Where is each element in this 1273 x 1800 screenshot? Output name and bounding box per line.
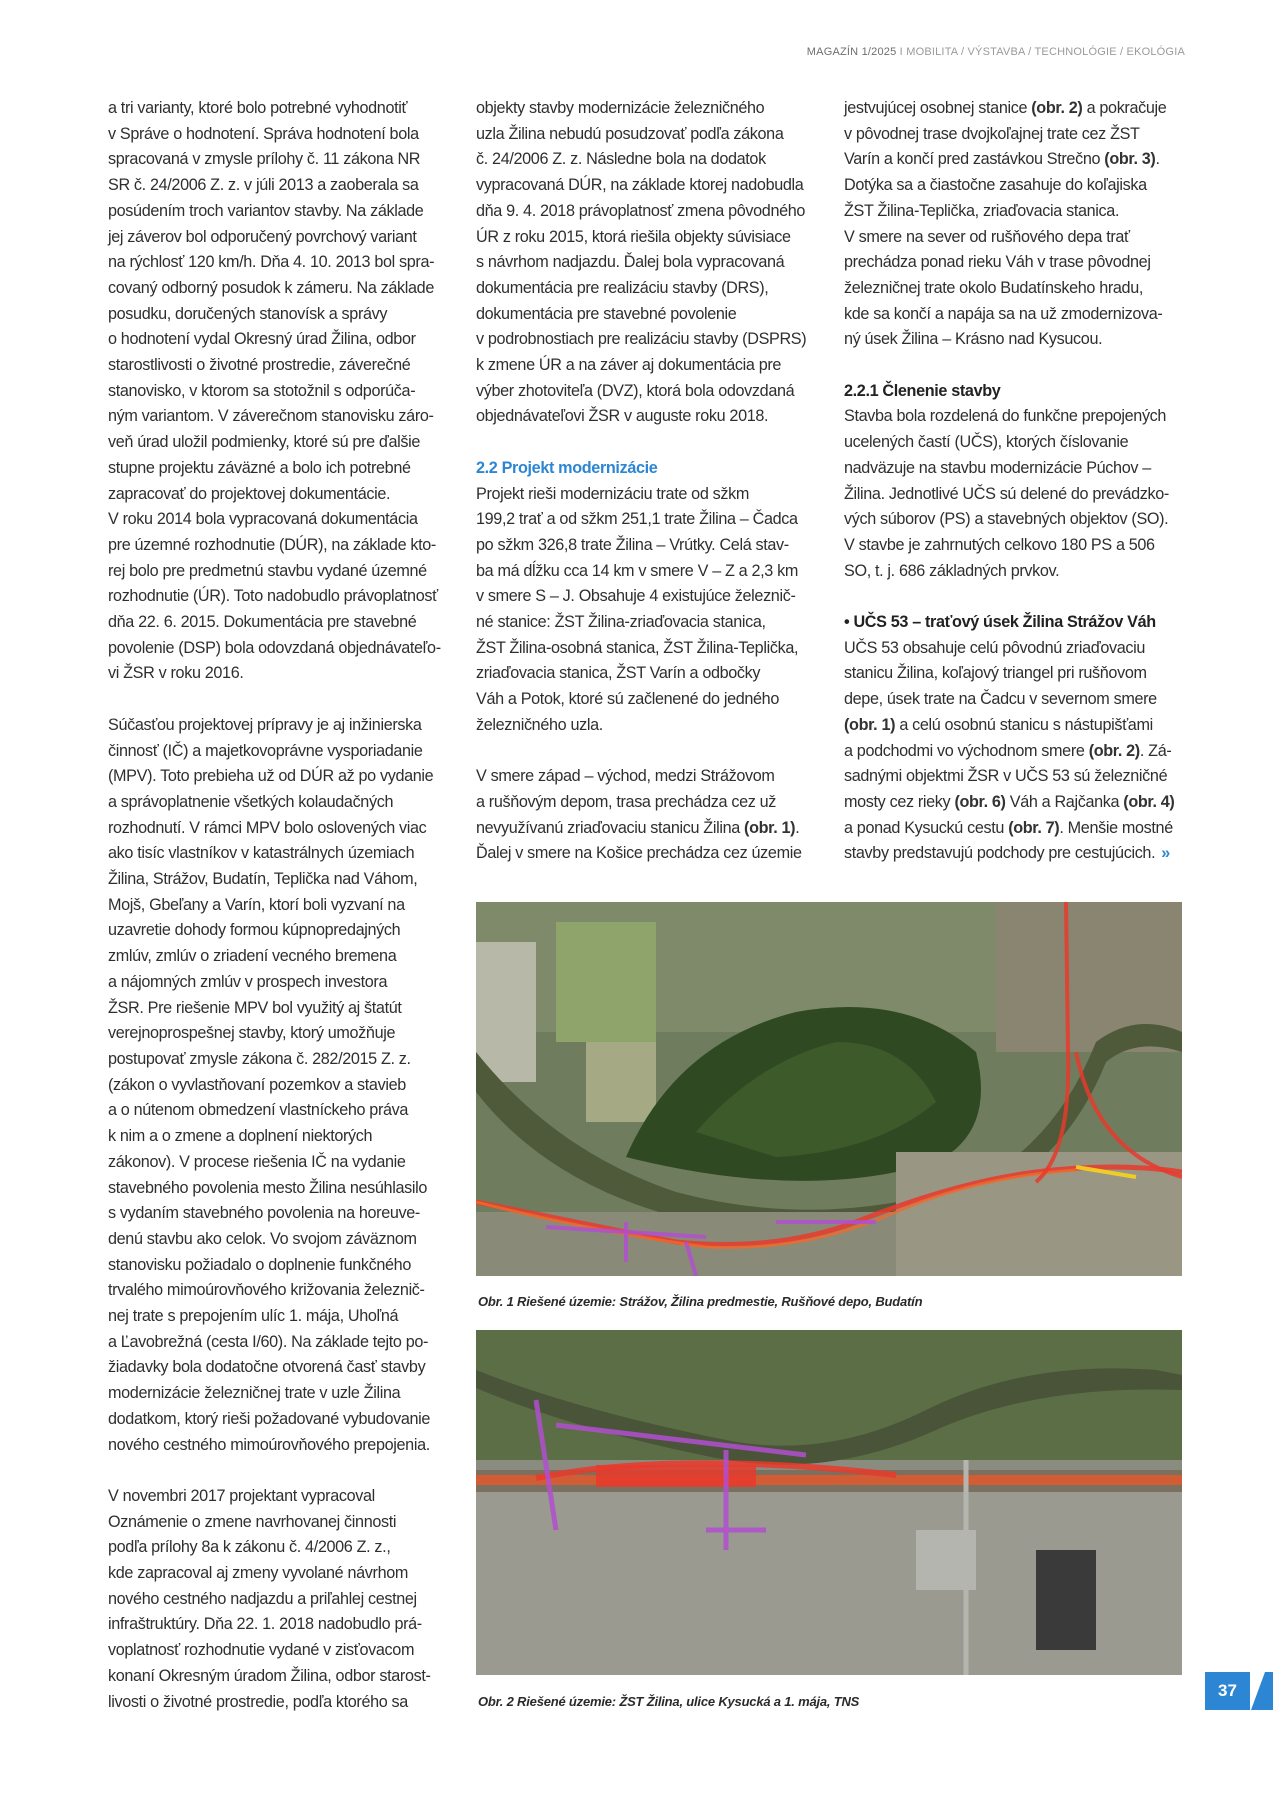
- text-line: železničnej trate okolo Budatínskeho hradu,: [844, 278, 1144, 297]
- text-span: mosty cez rieky: [844, 792, 955, 811]
- text-line: posúdením troch variantov stavby. Na základe: [108, 201, 424, 220]
- text-line: SO, t. j. 686 základných prvkov.: [844, 561, 1060, 580]
- text-line: ŽST Žilina-osobná stanica, ŽST Žilina-Teplička,: [476, 638, 799, 657]
- text-line: na rýchlosť 120 km/h. Dňa 4. 10. 2013 bol spra-: [108, 253, 435, 272]
- text-line: objekty stavby modernizácie železničného: [476, 99, 765, 117]
- text-line: dňa 9. 4. 2018 právoplatnosť zmena pôvodného: [476, 201, 806, 220]
- text-line: V novembri 2017 projektant vypracoval: [108, 1486, 375, 1505]
- paragraph: [844, 404, 1189, 584]
- subsection-heading: 2.2.1 Členenie stavby: [844, 381, 1001, 400]
- text-line: a Ľavobrežná (cesta I/60). Na základe tejto po-: [108, 1332, 429, 1351]
- text-line: Oznámenie o zmene navrhovanej činnosti: [108, 1512, 397, 1531]
- text-line: dňa 22. 6. 2015. Dokumentácia pre stavebné: [108, 613, 417, 632]
- text-line: podľa prílohy 8a k zákonu č. 4/2006 Z. z.,: [108, 1538, 391, 1557]
- text-line: 199,2 trať a od sžkm 251,1 trate Žilina – Čadca: [476, 510, 798, 529]
- paragraph: [476, 482, 821, 739]
- text-line: dodatkom, ktorý rieši požadované vybudovanie: [108, 1409, 431, 1428]
- text-line: a rušňovým depom, trasa prechádza cez už: [476, 792, 777, 811]
- figure-2-aerial-map: [476, 1330, 1182, 1675]
- text-line: modernizácie železničnej trate v uzle Žilina: [108, 1384, 401, 1403]
- text-line: rozhodnutí. V rámci MPV bolo oslovených viac: [108, 818, 427, 837]
- text-line: V stavbe je zahrnutých celkovo 180 PS a 506: [844, 535, 1155, 554]
- text-line: žiadavky bola dodatočne otvorená časť stavby: [108, 1358, 426, 1377]
- figure-reference: (obr. 1): [844, 715, 896, 734]
- text-span: .: [795, 818, 800, 837]
- magazine-issue: MAGAZÍN 1/2025: [806, 46, 897, 58]
- text-line: V roku 2014 bola vypracovaná dokumentácia: [108, 510, 418, 529]
- text-line: č. 24/2006 Z. z. Následne bola na dodatok: [476, 150, 766, 169]
- text-span: a pokračuje: [1082, 99, 1167, 117]
- text-line: V smere západ – východ, medzi Strážovom: [476, 767, 775, 786]
- text-line: stupne projektu záväzné a bolo ich potrebné: [108, 458, 411, 477]
- text-line: [844, 147, 1189, 173]
- text-span: stavby predstavujú podchody pre cestujúcich.: [844, 844, 1156, 863]
- text-line: V smere na sever od rušňového depa trať: [844, 227, 1130, 246]
- text-line: nadväzuje na stavbu modernizácie Púchov –: [844, 458, 1151, 477]
- text-line: ba má dĺžku cca 14 km v smere V – Z a 2,3 km: [476, 561, 798, 580]
- text-line: [844, 713, 1189, 739]
- text-line: spracovaná v zmysle prílohy č. 11 zákona NR: [108, 150, 421, 169]
- text-line: Ďalej v smere na Košice prechádza cez územie: [476, 844, 802, 863]
- text-line: Dotýka sa a čiastočne zasahuje do koľajiska: [844, 176, 1147, 195]
- running-header: [807, 46, 1185, 58]
- text-line: voplatnosť rozhodnutie vydané v zisťovacom: [108, 1641, 415, 1660]
- figure-reference: (obr. 7): [1008, 818, 1060, 837]
- text-line: zriaďovacia stanica, ŽST Varín a odbočky: [476, 664, 761, 683]
- text-line: SR č. 24/2006 Z. z. v júli 2013 a zaoberala sa: [108, 176, 419, 195]
- text-span: Váh a Rajčanka: [1005, 792, 1124, 811]
- text-column-2: [476, 96, 821, 867]
- text-line: zmlúv, zmlúv o zriadení vecného bremena: [108, 947, 397, 966]
- text-line: (MPV). Toto prebieha už od DÚR až po vydanie: [108, 767, 434, 786]
- text-column-1: [108, 96, 453, 1715]
- text-line: (zákon o vyvlastňovaní pozemkov a stavieb: [108, 1075, 406, 1094]
- text-line: o hodnotení vydal Okresný úrad Žilina, odbor: [108, 330, 416, 349]
- text-line: ucelených častí (UČS), ktorých číslovanie: [844, 433, 1129, 452]
- text-line: denú stavbu ako celok. Vo svojom záväznom: [108, 1229, 417, 1248]
- decorative-slash-icon: [1265, 1672, 1273, 1710]
- paragraph: [108, 713, 453, 1458]
- text-line: ný úsek Žilina – Krásno nad Kysucou.: [844, 330, 1103, 349]
- text-line: zapracovať do projektovej dokumentácie.: [108, 484, 391, 503]
- text-span: a ponad Kysuckú cestu: [844, 818, 1009, 837]
- text-line: k nim a o zmene a doplnení niektorých: [108, 1127, 373, 1146]
- text-line: pre územné rozhodnutie (DÚR), na základe kto-: [108, 535, 436, 554]
- continue-arrow-icon: »: [1161, 844, 1170, 863]
- text-line: nového cestného nadjazdu a priľahlej cestnej: [108, 1589, 417, 1608]
- text-line: objednávateľovi ŽSR v auguste roku 2018.: [476, 407, 769, 426]
- text-line: v Správe o hodnotení. Správa hodnotení bola: [108, 124, 419, 143]
- text-span: . Zá-: [1139, 741, 1172, 760]
- text-column-3: [844, 96, 1189, 867]
- text-line: stanovisko, v ktorom sa stotožnil s odporúča-: [108, 381, 416, 400]
- text-line: starostlivosti o životné prostredie, záverečné: [108, 356, 411, 375]
- aerial-photo-1: [476, 902, 1182, 1276]
- header-sections: MOBILITA / VÝSTAVBA / TECHNOLÓGIE / EKOLÓGIA: [906, 46, 1185, 58]
- text-line: [844, 841, 1189, 867]
- text-line: a nájomných zmlúv v prospech investora: [108, 972, 388, 991]
- text-span: .: [1155, 150, 1160, 169]
- text-line: depe, úsek trate na Čadcu v severnom smere: [844, 690, 1157, 709]
- figure-reference: (obr. 2): [1031, 99, 1083, 117]
- text-line: infraštruktúry. Dňa 22. 1. 2018 nadobudlo prá-: [108, 1615, 422, 1634]
- text-line: ŽST Žilina-Teplička, zriaďovacia stanica.: [844, 201, 1120, 220]
- text-span: Varín a končí pred zastávkou Strečno: [844, 150, 1105, 169]
- text-line: a o nútenom obmedzení vlastníckeho práva: [108, 1101, 409, 1120]
- text-line: [844, 816, 1189, 842]
- text-line: covaný odborný posudok k zámeru. Na základe: [108, 278, 434, 297]
- aerial-photo-2: [476, 1330, 1182, 1675]
- text-line: Žilina. Jednotlivé UČS sú delené do prevádzko-: [844, 484, 1169, 503]
- figure-reference: (obr. 2): [1088, 741, 1140, 760]
- text-line: s návrhom nadjazdu. Ďalej bola vypracovaná: [476, 253, 785, 272]
- text-line: dokumentácia pre realizáciu stavby (DRS),: [476, 278, 769, 297]
- figure-1-aerial-map: [476, 902, 1182, 1276]
- text-line: stanicu Žilina, koľajový triangel pri rušňovom: [844, 664, 1147, 683]
- text-line: [844, 739, 1189, 765]
- header-separator: I: [896, 46, 907, 58]
- paragraph: [108, 96, 453, 687]
- text-line: v smere S – J. Obsahuje 4 existujúce železnič-: [476, 587, 796, 606]
- text-line: verejnoprospešnej stavby, ktorý umožňuje: [108, 1024, 396, 1043]
- text-line: nového cestného mimoúrovňového prepojenia.: [108, 1435, 430, 1454]
- text-line: zákonov). V procese riešenia IČ na vydanie: [108, 1152, 406, 1171]
- text-line: [844, 790, 1189, 816]
- figure-1-caption: Obr. 1 Riešené územie: Strážov, Žilina predmestie, Rušňové depo, Budatín: [478, 1294, 923, 1309]
- text-line: konaní Okresným úradom Žilina, odbor starost-: [108, 1666, 431, 1685]
- text-line: sadnými objektmi ŽSR v UČS 53 sú železničné: [844, 767, 1168, 786]
- text-line: Mojš, Gbeľany a Varín, ktorí boli vyzvaní na: [108, 895, 405, 914]
- text-line: ÚR z roku 2015, ktorá riešila objekty súvisiace: [476, 227, 791, 246]
- text-line: né stanice: ŽST Žilina-zriaďovacia stanica,: [476, 613, 766, 632]
- paragraph: [476, 96, 821, 430]
- text-line: Stavba bola rozdelená do funkčne prepojených: [844, 407, 1167, 426]
- text-line: UČS 53 obsahuje celú pôvodnú zriaďovaciu: [844, 638, 1146, 657]
- text-line: v podrobnostiach pre realizáciu stavby (DSPRS): [476, 330, 807, 349]
- text-line: k zmene ÚR a na záver aj dokumentácia pre: [476, 356, 782, 375]
- text-line: livosti o životné prostredie, podľa ktorého sa: [108, 1692, 408, 1711]
- text-line: posudku, doručených stanovísk a správy: [108, 304, 388, 323]
- text-line: vi ŽSR v roku 2016.: [108, 664, 244, 683]
- text-line: ŽSR. Pre riešenie MPV bol využitý aj štatút: [108, 998, 402, 1017]
- text-line: [844, 96, 1189, 122]
- text-line: kde zapracoval aj zmeny vyvolané návrhom: [108, 1564, 409, 1583]
- text-line: uzavretie dohody formou kúpnopredajných: [108, 921, 401, 940]
- text-span: nevyužívanú zriaďovaciu stanicu Žilina: [476, 818, 745, 837]
- bullet-heading: • UČS 53 – traťový úsek Žilina Strážov Váh: [844, 613, 1156, 632]
- section-heading: 2.2 Projekt modernizácie: [476, 458, 658, 477]
- text-line: v pôvodnej trase dvojkoľajnej trate cez ŽST: [844, 124, 1140, 143]
- text-line: po sžkm 326,8 trate Žilina – Vrútky. Celá stav-: [476, 535, 789, 554]
- text-line: vých súborov (PS) a stavebných objektov (SO).: [844, 510, 1169, 529]
- text-line: povolenie (DSP) bola odovzdaná objednávateľo-: [108, 638, 441, 657]
- text-line: veň úrad uložil podmienky, ktoré sú pre ďalšie: [108, 433, 421, 452]
- text-line: prechádza ponad rieku Váh v trase pôvodnej: [844, 253, 1151, 272]
- figure-reference: (obr. 4): [1123, 792, 1175, 811]
- text-span: a podchodmi vo východnom smere: [844, 741, 1089, 760]
- text-line: rozhodnutie (ÚR). Toto nadobudlo právoplatnosť: [108, 587, 438, 606]
- text-line: s vydaním stavebného povolenia na horeuve-: [108, 1204, 420, 1223]
- text-line: Projekt rieši modernizáciu trate od sžkm: [476, 484, 749, 503]
- text-line: a správoplatnenie všetkých kolaudačných: [108, 792, 394, 811]
- text-line: výber zhotoviteľa (DVZ), ktorá bola odovzdaná: [476, 381, 795, 400]
- text-line: a tri varianty, ktoré bolo potrebné vyhodnotiť: [108, 99, 408, 117]
- text-line: ako tisíc vlastníkov v katastrálnych územiach: [108, 844, 415, 863]
- text-line: trvalého mimoúrovňového križovania železnič-: [108, 1281, 425, 1300]
- paragraph: [476, 764, 821, 867]
- text-line: železničného uzla.: [476, 715, 603, 734]
- text-line: Váh a Potok, ktoré sú začlenené do jedného: [476, 690, 779, 709]
- text-line: Žilina, Strážov, Budatín, Teplička nad Váhom,: [108, 870, 418, 889]
- paragraph: [844, 96, 1189, 353]
- figure-reference: (obr. 6): [954, 792, 1006, 811]
- text-line: jej záverov bol odporučený povrchový variant: [108, 227, 417, 246]
- text-line: vypracovaná DÚR, na základe ktorej nadobudla: [476, 176, 804, 195]
- figure-reference: (obr. 3): [1104, 150, 1156, 169]
- text-line: stavebného povolenia mesto Žilina nesúhlasilo: [108, 1178, 428, 1197]
- page-number-badge: [1205, 1672, 1273, 1710]
- text-line: ným variantom. V záverečnom stanovisku záro-: [108, 407, 434, 426]
- text-line: činnosť (IČ) a majetkovoprávne vysporiadanie: [108, 741, 423, 760]
- text-span: . Menšie mostné: [1059, 818, 1173, 837]
- figure-reference: (obr. 1): [744, 818, 796, 837]
- text-line: rej bolo pre predmetnú stavbu vydané územné: [108, 561, 427, 580]
- page-number: 37: [1218, 1681, 1237, 1700]
- figure-2-caption: Obr. 2 Riešené územie: ŽST Žilina, ulice Kysucká a 1. mája, TNS: [478, 1694, 860, 1709]
- text-line: stanovisku požiadalo o doplnenie funkčného: [108, 1255, 411, 1274]
- paragraph: [844, 636, 1189, 867]
- text-line: [476, 816, 821, 842]
- paragraph: [108, 1484, 453, 1715]
- text-span: a celú osobnú stanicu s nástupišťami: [895, 715, 1153, 734]
- text-line: kde sa končí a napája sa na už zmodernizova-: [844, 304, 1163, 323]
- text-span: jestvujúcej osobnej stanice: [844, 99, 1032, 117]
- text-line: nej trate s prepojením ulíc 1. mája, Uhoľná: [108, 1307, 399, 1326]
- text-line: uzla Žilina nebudú posudzovať podľa zákona: [476, 124, 784, 143]
- text-line: dokumentácia pre stavebné povolenie: [476, 304, 737, 323]
- text-line: postupovať zmysle zákona č. 282/2015 Z. z.: [108, 1050, 411, 1068]
- text-line: Súčasťou projektovej prípravy je aj inžinierska: [108, 715, 422, 734]
